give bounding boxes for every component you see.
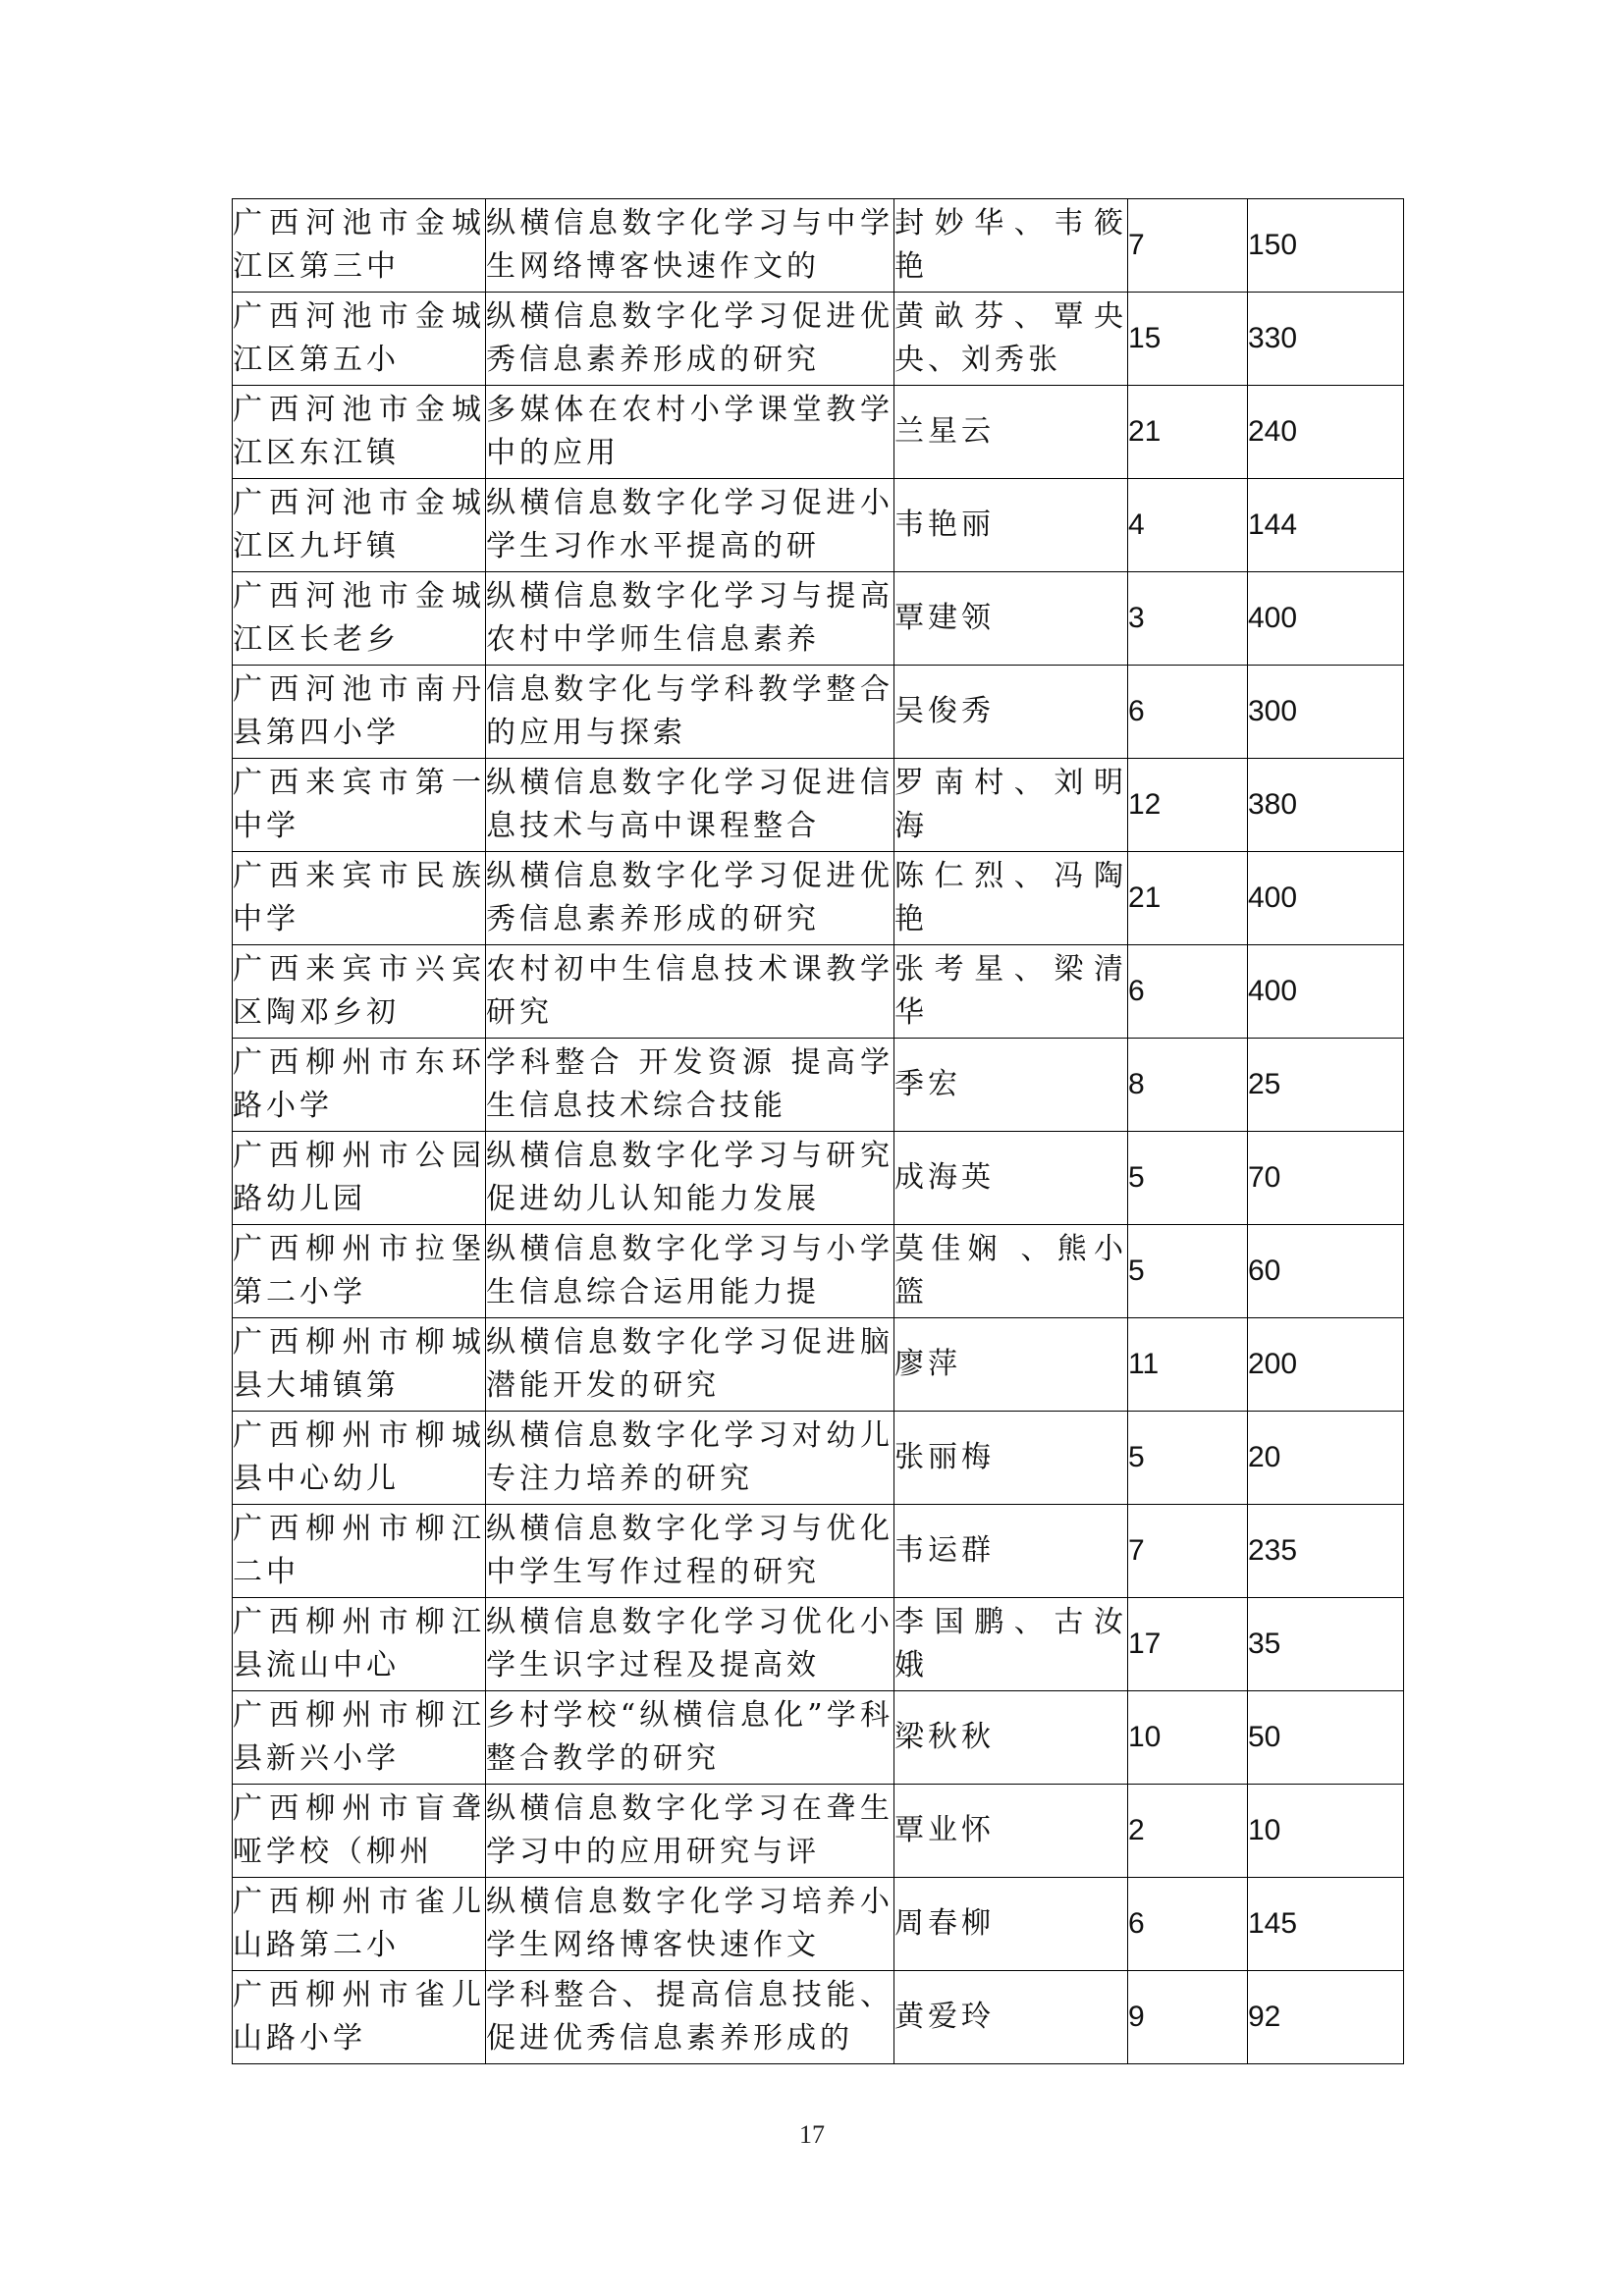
project-topic-cell-text: 纵横信息数字化学习对幼儿专注力培养的研究 xyxy=(486,1418,893,1496)
school-name-cell-text: 广西河池市金城江区第三中 xyxy=(233,206,485,284)
participants-cell xyxy=(894,1318,1128,1412)
school-name-cell-text: 广西河池市南丹县第四小学 xyxy=(233,672,485,750)
participants-cell-text: 陈仁烈、冯陶艳 xyxy=(894,859,1127,936)
participants-cell xyxy=(894,1505,1128,1598)
project-topic-cell-text: 纵横信息数字化学习促进优秀信息素养形成的研究 xyxy=(486,299,893,377)
school-name-cell xyxy=(233,1785,486,1878)
member-count-cell xyxy=(1128,1785,1248,1878)
participants-cell-text: 兰星云 xyxy=(894,414,995,449)
student-count-cell-text: 200 xyxy=(1248,1348,1298,1380)
student-count-cell xyxy=(1248,199,1404,293)
participants-cell-text: 张考星、梁清华 xyxy=(894,952,1127,1030)
member-count-cell xyxy=(1128,666,1248,759)
project-topic-cell-text: 乡村学校“纵横信息化”学科整合教学的研究 xyxy=(486,1698,893,1776)
student-count-cell xyxy=(1248,1878,1404,1971)
student-count-cell xyxy=(1248,945,1404,1039)
student-count-cell-text: 400 xyxy=(1248,975,1298,1007)
member-count-cell-text: 11 xyxy=(1128,1348,1160,1380)
project-topic-cell xyxy=(486,1412,894,1505)
member-count-cell xyxy=(1128,1971,1248,2064)
table-row xyxy=(233,1318,1404,1412)
school-name-cell xyxy=(233,386,486,479)
project-topic-cell-text: 纵横信息数字化学习与优化中学生写作过程的研究 xyxy=(486,1512,893,1589)
school-name-cell-text: 广西柳州市柳江县新兴小学 xyxy=(233,1698,485,1776)
participants-cell xyxy=(894,1412,1128,1505)
member-count-cell-text: 2 xyxy=(1128,1814,1145,1846)
project-topic-cell xyxy=(486,1878,894,1971)
project-topic-cell-text: 纵横信息数字化学习与研究促进幼儿认知能力发展 xyxy=(486,1139,893,1216)
member-count-cell-text: 5 xyxy=(1128,1255,1145,1287)
student-count-cell xyxy=(1248,1039,1404,1132)
student-count-cell xyxy=(1248,1225,1404,1318)
participants-cell-text: 黄爱玲 xyxy=(894,2000,995,2034)
school-name-cell xyxy=(233,1971,486,2064)
student-count-cell-text: 330 xyxy=(1248,322,1298,354)
member-count-cell-text: 8 xyxy=(1128,1068,1145,1100)
project-topic-cell-text: 纵横信息数字化学习与提高农村中学师生信息素养 xyxy=(486,579,893,657)
school-name-cell-text: 广西来宾市兴宾区陶邓乡初 xyxy=(233,952,485,1030)
school-name-cell-text: 广西柳州市公园路幼儿园 xyxy=(233,1139,485,1216)
student-count-cell xyxy=(1248,1598,1404,1691)
student-count-cell-text: 400 xyxy=(1248,881,1298,914)
member-count-cell-text: 21 xyxy=(1128,881,1162,914)
table-row xyxy=(233,1039,1404,1132)
member-count-cell xyxy=(1128,293,1248,386)
participants-cell xyxy=(894,852,1128,945)
table-row xyxy=(233,293,1404,386)
participants-cell xyxy=(894,199,1128,293)
participants-cell xyxy=(894,1785,1128,1878)
school-name-cell xyxy=(233,945,486,1039)
project-topic-cell-text: 信息数字化与学科教学整合的应用与探索 xyxy=(486,672,893,750)
table-row xyxy=(233,1598,1404,1691)
member-count-cell xyxy=(1128,1132,1248,1225)
school-name-cell-text: 广西河池市金城江区第五小 xyxy=(233,299,485,377)
member-count-cell xyxy=(1128,1412,1248,1505)
project-topic-cell-text: 纵横信息数字化学习促进脑潜能开发的研究 xyxy=(486,1325,893,1403)
participants-cell-text: 封妙华、韦筱艳 xyxy=(894,206,1127,284)
table-row xyxy=(233,666,1404,759)
school-name-cell xyxy=(233,1318,486,1412)
member-count-cell xyxy=(1128,945,1248,1039)
student-count-cell-text: 25 xyxy=(1248,1068,1281,1100)
table-row xyxy=(233,1691,1404,1785)
student-count-cell xyxy=(1248,386,1404,479)
student-count-cell-text: 235 xyxy=(1248,1534,1298,1567)
table-row xyxy=(233,1785,1404,1878)
school-name-cell-text: 广西柳州市东环路小学 xyxy=(233,1045,485,1123)
student-count-cell xyxy=(1248,1971,1404,2064)
student-count-cell xyxy=(1248,1691,1404,1785)
member-count-cell-text: 3 xyxy=(1128,602,1145,634)
school-name-cell-text: 广西柳州市雀儿山路第二小 xyxy=(233,1885,485,1962)
participants-cell xyxy=(894,759,1128,852)
participants-cell-text: 李国鹏、古汝娥 xyxy=(894,1605,1127,1682)
student-count-cell-text: 150 xyxy=(1248,229,1298,261)
member-count-cell xyxy=(1128,1505,1248,1598)
project-topic-cell xyxy=(486,1225,894,1318)
member-count-cell-text: 12 xyxy=(1128,788,1162,821)
school-name-cell-text: 广西来宾市第一中学 xyxy=(233,766,485,843)
table-row xyxy=(233,945,1404,1039)
member-count-cell xyxy=(1128,199,1248,293)
table-row xyxy=(233,386,1404,479)
participants-cell-text: 周春柳 xyxy=(894,1906,995,1941)
participants-cell xyxy=(894,479,1128,572)
member-count-cell xyxy=(1128,1225,1248,1318)
table-row xyxy=(233,479,1404,572)
member-count-cell-text: 21 xyxy=(1128,415,1162,448)
project-topic-cell xyxy=(486,479,894,572)
school-name-cell xyxy=(233,759,486,852)
school-name-cell xyxy=(233,293,486,386)
school-name-cell-text: 广西柳州市柳江县流山中心 xyxy=(233,1605,485,1682)
participants-cell xyxy=(894,1691,1128,1785)
participants-cell-text: 梁秋秋 xyxy=(894,1720,995,1754)
member-count-cell-text: 15 xyxy=(1128,322,1162,354)
participants-cell xyxy=(894,1039,1128,1132)
member-count-cell xyxy=(1128,1039,1248,1132)
participants-cell xyxy=(894,1598,1128,1691)
student-count-cell xyxy=(1248,479,1404,572)
school-name-cell xyxy=(233,1691,486,1785)
table-row xyxy=(233,852,1404,945)
school-name-cell xyxy=(233,199,486,293)
table-row xyxy=(233,1505,1404,1598)
member-count-cell xyxy=(1128,1878,1248,1971)
school-name-cell xyxy=(233,1225,486,1318)
school-name-cell xyxy=(233,1132,486,1225)
school-name-cell xyxy=(233,1505,486,1598)
school-name-cell xyxy=(233,572,486,666)
school-name-cell xyxy=(233,1598,486,1691)
participants-cell-text: 张丽梅 xyxy=(894,1440,995,1474)
participants-cell xyxy=(894,386,1128,479)
student-count-cell-text: 240 xyxy=(1248,415,1298,448)
table-row xyxy=(233,759,1404,852)
school-name-cell xyxy=(233,1039,486,1132)
member-count-cell-text: 6 xyxy=(1128,695,1145,727)
member-count-cell-text: 17 xyxy=(1128,1628,1162,1660)
school-name-cell-text: 广西河池市金城江区东江镇 xyxy=(233,393,485,470)
student-count-cell xyxy=(1248,293,1404,386)
project-topic-cell xyxy=(486,1132,894,1225)
school-name-cell xyxy=(233,666,486,759)
project-topic-cell-text: 纵横信息数字化学习与中学生网络博客快速作文的 xyxy=(486,206,893,284)
member-count-cell xyxy=(1128,479,1248,572)
member-count-cell-text: 5 xyxy=(1128,1161,1145,1194)
member-count-cell-text: 10 xyxy=(1128,1721,1162,1753)
project-topic-cell-text: 纵横信息数字化学习培养小学生网络博客快速作文 xyxy=(486,1885,893,1962)
project-topic-cell xyxy=(486,386,894,479)
member-count-cell xyxy=(1128,386,1248,479)
member-count-cell xyxy=(1128,852,1248,945)
student-count-cell-text: 300 xyxy=(1248,695,1298,727)
member-count-cell-text: 7 xyxy=(1128,1534,1145,1567)
table-row xyxy=(233,1225,1404,1318)
student-count-cell xyxy=(1248,1412,1404,1505)
project-topic-cell xyxy=(486,572,894,666)
student-count-cell xyxy=(1248,572,1404,666)
table-row xyxy=(233,572,1404,666)
project-topic-cell xyxy=(486,1039,894,1132)
participants-cell-text: 韦艳丽 xyxy=(894,507,995,542)
participants-cell-text: 季宏 xyxy=(894,1067,961,1101)
school-name-cell-text: 广西柳州市盲聋哑学校（柳州 xyxy=(233,1791,485,1869)
student-count-cell-text: 20 xyxy=(1248,1441,1281,1473)
table-row xyxy=(233,1132,1404,1225)
member-count-cell-text: 7 xyxy=(1128,229,1145,261)
student-count-cell xyxy=(1248,666,1404,759)
student-count-cell-text: 92 xyxy=(1248,2001,1281,2033)
member-count-cell xyxy=(1128,1598,1248,1691)
participants-cell-text: 廖萍 xyxy=(894,1347,961,1381)
project-topic-cell xyxy=(486,759,894,852)
member-count-cell xyxy=(1128,1691,1248,1785)
project-topic-cell xyxy=(486,852,894,945)
member-count-cell-text: 5 xyxy=(1128,1441,1145,1473)
project-topic-cell xyxy=(486,293,894,386)
project-topic-cell xyxy=(486,199,894,293)
table-row xyxy=(233,1878,1404,1971)
participants-cell-text: 吴俊秀 xyxy=(894,694,995,728)
page-number: 17 xyxy=(799,2120,825,2149)
project-topic-cell-text: 学科整合、提高信息技能、促进优秀信息素养形成的 xyxy=(486,1978,893,2056)
student-count-cell-text: 400 xyxy=(1248,602,1298,634)
participants-cell-text: 覃建领 xyxy=(894,601,995,635)
school-name-cell-text: 广西河池市金城江区九圩镇 xyxy=(233,486,485,563)
participants-cell xyxy=(894,1132,1128,1225)
school-name-cell-text: 广西柳州市柳城县大埔镇第 xyxy=(233,1325,485,1403)
project-topic-cell xyxy=(486,945,894,1039)
project-topic-cell xyxy=(486,1318,894,1412)
school-name-cell-text: 广西河池市金城江区长老乡 xyxy=(233,579,485,657)
student-count-cell-text: 10 xyxy=(1248,1814,1281,1846)
participants-cell-text: 覃业怀 xyxy=(894,1813,995,1847)
table-row xyxy=(233,1412,1404,1505)
project-topic-cell-text: 纵横信息数字化学习优化小学生识字过程及提高效 xyxy=(486,1605,893,1682)
school-name-cell-text: 广西柳州市柳城县中心幼儿 xyxy=(233,1418,485,1496)
participants-cell xyxy=(894,1225,1128,1318)
student-count-cell xyxy=(1248,852,1404,945)
student-count-cell xyxy=(1248,1505,1404,1598)
project-topic-cell xyxy=(486,1971,894,2064)
student-count-cell xyxy=(1248,1318,1404,1412)
participants-cell xyxy=(894,1971,1128,2064)
participants-cell-text: 成海英 xyxy=(894,1160,995,1195)
student-count-cell xyxy=(1248,1132,1404,1225)
member-count-cell-text: 6 xyxy=(1128,975,1145,1007)
participants-cell-text: 莫佳娴 、熊小篮 xyxy=(894,1232,1127,1309)
student-count-cell xyxy=(1248,759,1404,852)
student-count-cell xyxy=(1248,1785,1404,1878)
project-topic-cell xyxy=(486,1785,894,1878)
school-name-cell-text: 广西柳州市拉堡第二小学 xyxy=(233,1232,485,1309)
project-topic-cell-text: 多媒体在农村小学课堂教学中的应用 xyxy=(486,393,893,470)
student-count-cell-text: 380 xyxy=(1248,788,1298,821)
school-name-cell xyxy=(233,1878,486,1971)
member-count-cell xyxy=(1128,759,1248,852)
school-name-cell-text: 广西柳州市雀儿山路小学 xyxy=(233,1978,485,2056)
school-name-cell-text: 广西柳州市柳江二中 xyxy=(233,1512,485,1589)
student-count-cell-text: 145 xyxy=(1248,1907,1298,1940)
member-count-cell-text: 6 xyxy=(1128,1907,1145,1940)
student-count-cell-text: 50 xyxy=(1248,1721,1281,1753)
table-body xyxy=(233,199,1404,2064)
school-name-cell xyxy=(233,479,486,572)
project-topic-cell-text: 纵横信息数字化学习促进小学生习作水平提高的研 xyxy=(486,486,893,563)
project-topic-cell-text: 纵横信息数字化学习促进信息技术与高中课程整合 xyxy=(486,766,893,843)
member-count-cell xyxy=(1128,572,1248,666)
participants-cell xyxy=(894,666,1128,759)
participants-cell-text: 韦运群 xyxy=(894,1533,995,1568)
participants-cell xyxy=(894,1878,1128,1971)
student-count-cell-text: 144 xyxy=(1248,508,1298,541)
project-topic-cell xyxy=(486,1598,894,1691)
project-topic-cell-text: 学科整合 开发资源 提高学生信息技术综合技能 xyxy=(486,1045,893,1123)
project-topic-cell xyxy=(486,1691,894,1785)
participants-cell xyxy=(894,293,1128,386)
school-name-cell-text: 广西来宾市民族中学 xyxy=(233,859,485,936)
member-count-cell-text: 9 xyxy=(1128,2001,1145,2033)
participants-cell xyxy=(894,572,1128,666)
participants-cell-text: 罗南村、刘明海 xyxy=(894,766,1127,843)
project-topic-cell-text: 纵横信息数字化学习促进优秀信息素养形成的研究 xyxy=(486,859,893,936)
table-row xyxy=(233,1971,1404,2064)
student-count-cell-text: 60 xyxy=(1248,1255,1281,1287)
project-topic-cell-text: 纵横信息数字化学习在聋生学习中的应用研究与评 xyxy=(486,1791,893,1869)
participants-cell xyxy=(894,945,1128,1039)
project-topic-cell-text: 纵横信息数字化学习与小学生信息综合运用能力提 xyxy=(486,1232,893,1309)
project-topic-cell xyxy=(486,1505,894,1598)
member-count-cell xyxy=(1128,1318,1248,1412)
project-table xyxy=(232,198,1404,2064)
table-row xyxy=(233,199,1404,293)
school-name-cell xyxy=(233,1412,486,1505)
participants-cell-text: 黄畝芬、覃央央、刘秀张 xyxy=(894,299,1127,377)
student-count-cell-text: 70 xyxy=(1248,1161,1281,1194)
student-count-cell-text: 35 xyxy=(1248,1628,1281,1660)
school-name-cell xyxy=(233,852,486,945)
project-topic-cell xyxy=(486,666,894,759)
member-count-cell-text: 4 xyxy=(1128,508,1145,541)
project-topic-cell-text: 农村初中生信息技术课教学研究 xyxy=(486,952,893,1030)
